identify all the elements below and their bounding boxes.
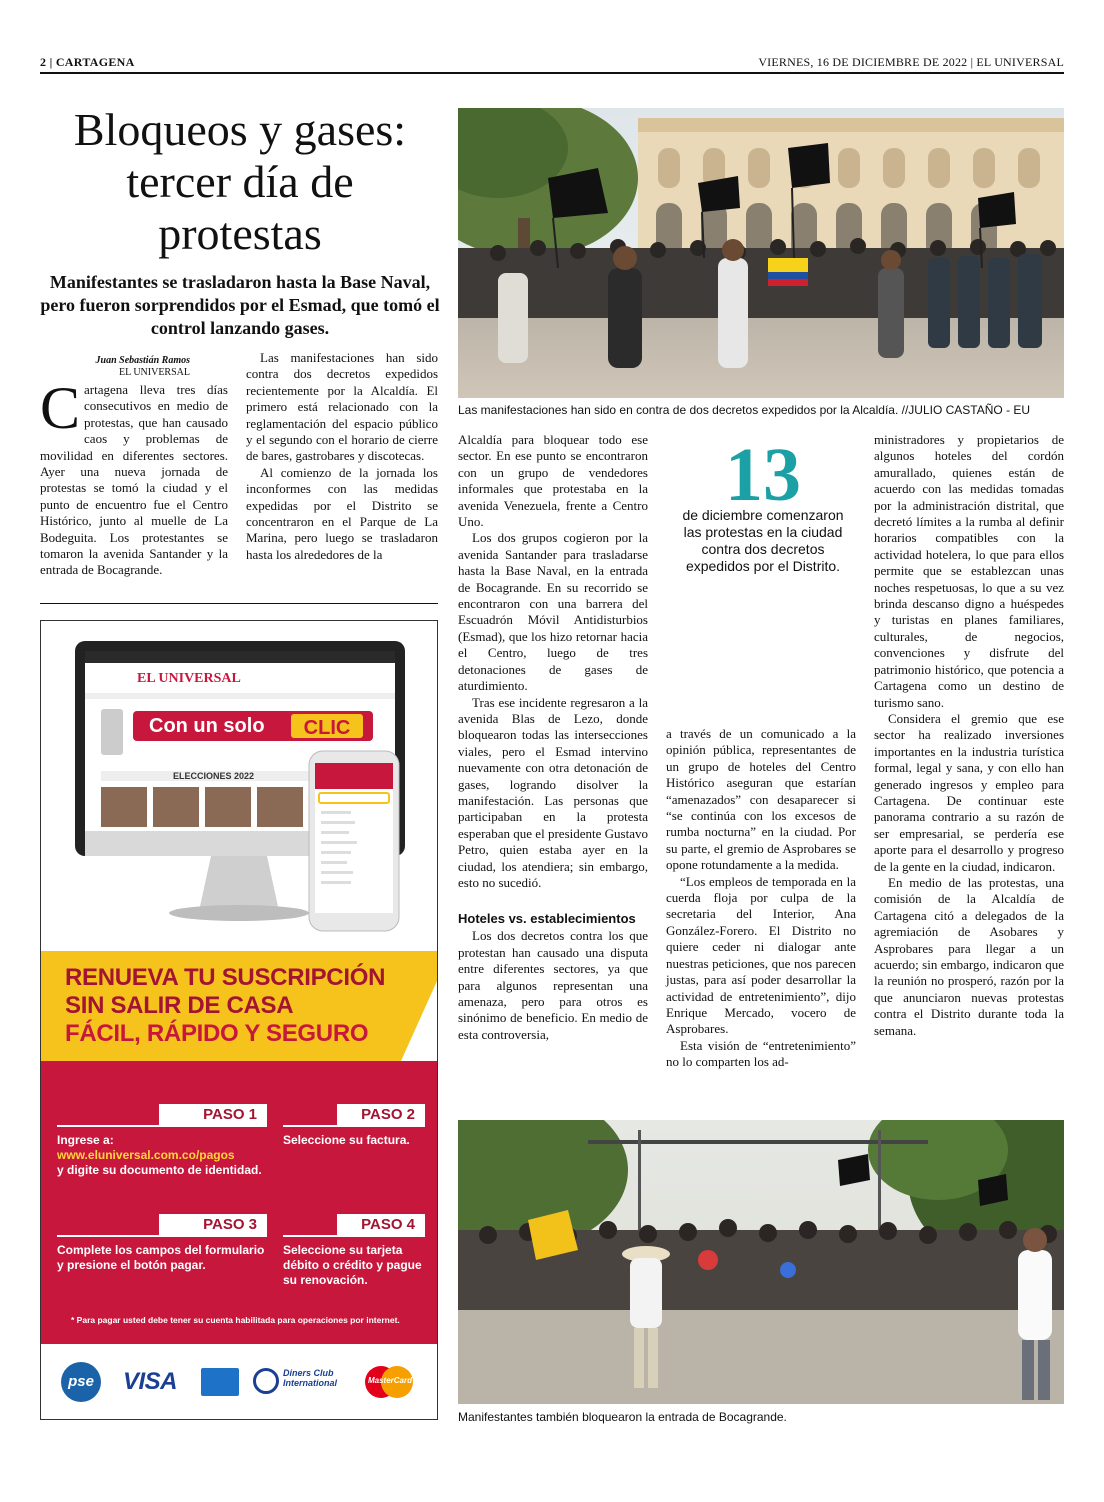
headline-line-2: tercer día de [126, 156, 354, 207]
divider [40, 603, 438, 604]
paso4-text: Seleccione su tarjeta débito o crédito y pague su renovación. [283, 1243, 422, 1287]
renueva-line-2: SIN SALIR DE CASA [65, 992, 294, 1019]
article-column-2 [246, 350, 438, 563]
diners-logo-mark [253, 1368, 279, 1394]
col2-p1: Las manifestaciones han sido contra dos decretos expedidos recientemente por la Alcaldía. El primero está relacionado con la reglamentación del espacio público y el segundo con el horario de cierre de bares, gastrobares y discotecas. [246, 350, 438, 464]
ad-elecciones: ELECCIONES 2022 [173, 771, 255, 781]
bottom-photo-caption: Manifestantes también bloquearon la entrada de Bocagrande. [458, 1410, 787, 1424]
col4-p2: “Los empleos de temporada en la cuerda floja por culpa de la secretaria del Interior, Ana González-Forero. El Distrito no quiere ceder ni dialogar ante nuestras peticiones, que nos parecen justas, para así poder desarrollar la actividad de entretenimiento”, dijo Enrique Mercado, vocero de Asprobares. [666, 873, 856, 1037]
diners-line-2: International [283, 1378, 338, 1388]
ad-renueva-block [41, 951, 437, 1061]
col5-p1: ministradores y propietarios de algunos hoteles del cordón amurallado, quienes están de acuerdo con las medidas tomadas por la administración distrital, que decretó límites a la rumba al definir horarios compatibles con la actividad hotelera, lo que para ellos permite que se establezcan unas noches respetuosas, lo que a su vez brinda descanso digno a huéspedes y turistas en planes familiares, culturales, de negocios, convenciones y disfrute del patrimonio histórico, que potencia a Cartagena como un destino de turismo sano. [874, 432, 1064, 710]
ad-banner-clic: CLIC [303, 717, 351, 739]
protest-photo-bottom [458, 1120, 1064, 1404]
top-photo-caption: Las manifestaciones han sido en contra de dos decretos expedidos por la Alcaldía. //JULIO CASTAÑO - EU [458, 403, 1031, 417]
col3-subhead: Hoteles vs. establecimientos [458, 911, 636, 927]
headline-line-1: Bloqueos y gases: [73, 104, 407, 155]
page-header [40, 52, 1064, 74]
amex-logo [201, 1368, 239, 1396]
paso2-text: Seleccione su factura. [283, 1133, 410, 1147]
subhead: Manifestantes se trasladaron hasta la Base Naval, pero fueron sorprendidos por el Esmad, que tomó el control lanzando gases. [40, 272, 440, 338]
col5-p3: En medio de las protestas, una comisión de la Alcaldía de Cartagena citó a delegados de la agremiación de Asobares y Asprobares para llegar a un acuerdo; sin embargo, indicaron que la reunión no prosperó, razón por la que anunciaron nuevas protestas contra el Distrito durante toda la semana. [874, 874, 1064, 1038]
paso1-label: PASO 1 [159, 1104, 267, 1126]
paso1-a: Ingrese a: [57, 1133, 114, 1147]
renueva-line-1: RENUEVA TU SUSCRIPCIÓN [65, 964, 386, 991]
bottom-photo [458, 1120, 1064, 1404]
byline-org: EL UNIVERSAL [118, 367, 190, 378]
quote-number: 13 [725, 433, 801, 517]
date-paper: VIERNES, 16 DE DICIEMBRE DE 2022 | EL UNIVERSAL [758, 55, 1064, 69]
col2-p2: Al comienzo de la jornada los inconformes con las medidas expedidas por el Distrito se concentraron en el Parque de La Marina, pero luego se trasladaron hasta los alrededores de la [246, 464, 438, 562]
article-column-5 [874, 432, 1064, 1039]
article-column-1 [40, 375, 228, 579]
ad-banner-text: Con un solo [149, 715, 265, 737]
col4-p1: a través de un comunicado a la opinión pública, representantes de un grupo de hoteles del Centro Histórico aseguran que estarían “amenazados” con desaparecer si “se continúa con los excesos de rumba nocturna” en la ciudad. Por su parte, el gremio de Asprobares se opone rotundamente a la medida. [666, 726, 856, 873]
paso2-label: PASO 2 [337, 1104, 425, 1126]
byline-name: Juan Sebastián Ramos [95, 355, 190, 366]
paso1-url[interactable]: www.eluniversal.com.co/pagos [57, 1148, 235, 1162]
article-column-4 [666, 726, 856, 1071]
paso1-b: y digite su documento de identidad. [57, 1163, 262, 1177]
paso3-text: Complete los campos del formulario y presione el botón pagar. [57, 1243, 265, 1272]
protest-photo-top [458, 108, 1064, 398]
payment-logos [41, 1344, 437, 1419]
paso4-label: PASO 4 [337, 1214, 425, 1236]
diners-logo-text [283, 1368, 337, 1388]
dropcap: C [40, 375, 81, 441]
top-photo [458, 108, 1064, 398]
paso1-text [57, 1133, 277, 1178]
page-section: 2 | CARTAGENA [40, 55, 135, 69]
col1-p1: artagena lleva tres días consecutivos en medio de protestas, que han causado caos y problemas de movilidad en diferentes sectores. Ayer una nueva jornada de protestas se tomó la ciudad y el punto de encuentro fue el Centro Histórico, junto al muelle de La Bodeguita. Los protestantes se tomaron la avenida Santander y la entrada de Bocagrande. [40, 382, 228, 578]
renueva-line-3: FÁCIL, RÁPIDO Y SEGURO [65, 1020, 369, 1047]
col3-p1: Alcaldía para bloquear todo ese sector. En ese punto se encontraron con un grupo de vendedores informales que protestaba en la avenida Venezuela, frente a Centro Uno. [458, 432, 648, 530]
article-column-3 [458, 432, 648, 1043]
ad-device-area [41, 621, 437, 951]
col4-p3: Esta visión de “entretenimiento” no lo comparten los ad- [666, 1037, 856, 1070]
col5-p2: Considera el gremio que ese sector ha realizado inversiones importantes en la industria turística formal, legal y sana, y con ello han generado ingresos y empleo para Cartagena. De continuar este panorama contrario a su razón de ser empresarial, se perdería ese aporte para el desarrollo y progreso de la gente en la ciudad, indicaron. [874, 710, 1064, 874]
subscription-ad[interactable] [40, 620, 438, 1420]
diners-line-1: Diners Club [283, 1368, 334, 1378]
headline-line-3: protestas [158, 208, 322, 259]
mastercard-logo-text: MasterCard [367, 1376, 412, 1385]
col3-p2: Los dos grupos cogieron por la avenida Santander para trasladarse hasta la Base Naval, en la entrada de Bocagrande. En su recorrido se encontraron con una barrera del Escuadrón Móvil Antidisturbios (Esmad), que los hizo retornar hacia el Centro, luego de tres detonaciones de gases de aturdimiento. [458, 530, 648, 694]
pse-logo: pse [61, 1362, 101, 1402]
ad-screen-logo: EL UNIVERSAL [137, 671, 241, 686]
headline [40, 104, 440, 260]
visa-logo: VISA [123, 1368, 178, 1395]
ad-steps-block [41, 1061, 437, 1344]
col3-p4: Los dos decretos contra los que protestan han causado una disputa entre diferentes sectores, ya que para algunos representan una amenaza, pero para otros es sinónimo de beneficio. En medio de esta controversia, [458, 928, 648, 1042]
paso3-label: PASO 3 [159, 1214, 267, 1236]
quote-text: de diciembre comenzaron las protestas en la ciudad contra dos decretos expedidos por el Distrito. [682, 507, 844, 574]
ad-note: * Para pagar usted debe tener su cuenta habilitada para operaciones por internet. [71, 1315, 400, 1325]
col3-p3: Tras ese incidente regresaron a la avenida Blas de Lezo, donde bloquearon todas las intersecciones viales, pero el Esmad intervino nuevamente con otra detonación de gases, logrando disolver la manifestación. Las personas que participaban en la protesta esperaban que el presidente Gustavo Petro, quien estaba ayer en la ciudad, los atendiera; sin embargo, esto no sucedió. [458, 694, 648, 890]
